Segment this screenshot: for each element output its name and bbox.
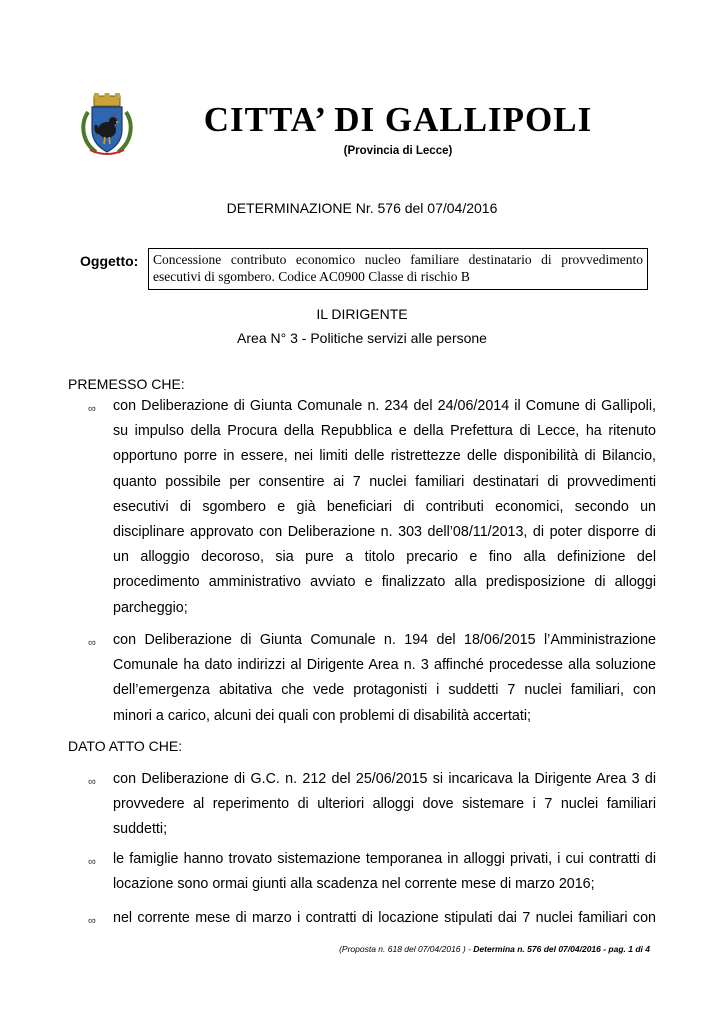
paragraph-line: suddetti; (113, 821, 168, 838)
paragraph-line: con Deliberazione di Giunta Comunale n. 234 del 24/06/2014 il Comune di Gallipoli, (113, 398, 656, 414)
premesso-heading: PREMESSO CHE: (68, 376, 185, 392)
paragraph (113, 628, 656, 729)
paragraph-line: quanto possibile per consentire ai 7 nuclei familiari destinatari di provvedimenti (113, 473, 656, 490)
dato-atto-heading: DATO ATTO CHE: (68, 738, 183, 754)
page-footer (0, 944, 650, 954)
paragraph-line: su impulso della Procura della Repubblica e della Prefettura di Lecce, ha ritenuto (113, 423, 656, 440)
paragraph (113, 394, 656, 621)
paragraph-line: parcheggio; (113, 599, 188, 616)
paragraph (113, 767, 656, 843)
paragraph-line: provvedere al reperimento di ulteriori alloggi dove sistemare i 7 nuclei familiari (113, 796, 656, 813)
paragraph-line: disciplinare approvato con Deliberazione n. 303 dell’08/11/2013, di poter disporre di (113, 524, 656, 541)
paragraph-line: con Deliberazione di Giunta Comunale n. 194 del 18/06/2015 l’Amministrazione (113, 632, 656, 648)
paragraph (113, 847, 656, 897)
paragraph-line: esecutivi di sgombero e già beneficiari di contributi economici, secondo un (113, 498, 656, 515)
province-subtitle: (Provincia di Lecce) (343, 145, 453, 157)
bullet-icon: ∞ (88, 915, 96, 927)
oggetto-line: esecutivi di sgombero. Codice AC0900 Classe di rischio B (153, 269, 470, 284)
paragraph (113, 906, 656, 931)
footer-determina: Determina n. 576 del 07/04/2016 - pag. 1 di 4 (473, 944, 650, 954)
paragraph-line: un alloggio decoroso, sia pure a titolo precario e fino alla definizione del (113, 549, 656, 566)
bullet-icon: ∞ (88, 403, 96, 415)
oggetto-box (148, 248, 648, 290)
paragraph-line: dell’emergenza abitativa che vede protagonisti i suddetti 7 nuclei familiari, con (113, 682, 656, 699)
paragraph-line: nel corrente mese di marzo i contratti di locazione stipulati dai 7 nuclei familiari con (113, 910, 656, 926)
determinazione-number: DETERMINAZIONE Nr. 576 del 07/04/2016 (226, 200, 498, 216)
footer-proposta: (Proposta n. 618 del 07/04/2016 ) - (339, 944, 471, 954)
paragraph-line: locazione sono ormai giunti alla scadenza nel corrente mese di marzo 2016; (113, 876, 595, 893)
city-crest-logo (74, 92, 140, 158)
dirigente-heading: IL DIRIGENTE (316, 306, 408, 322)
paragraph-line: procedimento amministrativo avviato e finalizzato alla predisposizione di alloggi (113, 574, 656, 591)
oggetto-line: Concessione contributo economico nucleo familiare destinatario di provvedimento (153, 252, 643, 267)
area-heading: Area N° 3 - Politiche servizi alle persone (237, 330, 487, 346)
paragraph-line: Comunale ha dato indirizzi al Dirigente Area n. 3 affinché procedesse alla soluzione (113, 657, 656, 674)
paragraph-line: le famiglie hanno trovato sistemazione temporanea in alloggi privati, i cui contratti di (113, 851, 656, 867)
oggetto-label: Oggetto: (80, 253, 139, 269)
bullet-icon: ∞ (88, 637, 96, 649)
paragraph-line: minori a carico, alcuni dei quali con problemi di disabilità accertati; (113, 707, 531, 724)
bullet-icon: ∞ (88, 856, 96, 868)
paragraph-line: con Deliberazione di G.C. n. 212 del 25/06/2015 si incaricava la Dirigente Area 3 di (113, 771, 656, 787)
city-title: CITTA’ DI GALLIPOLI (203, 100, 593, 139)
paragraph-line: opportuno porre in essere, nei limiti delle ristrettezze delle disponibilità di Bilancio, (113, 448, 656, 465)
bullet-icon: ∞ (88, 776, 96, 788)
